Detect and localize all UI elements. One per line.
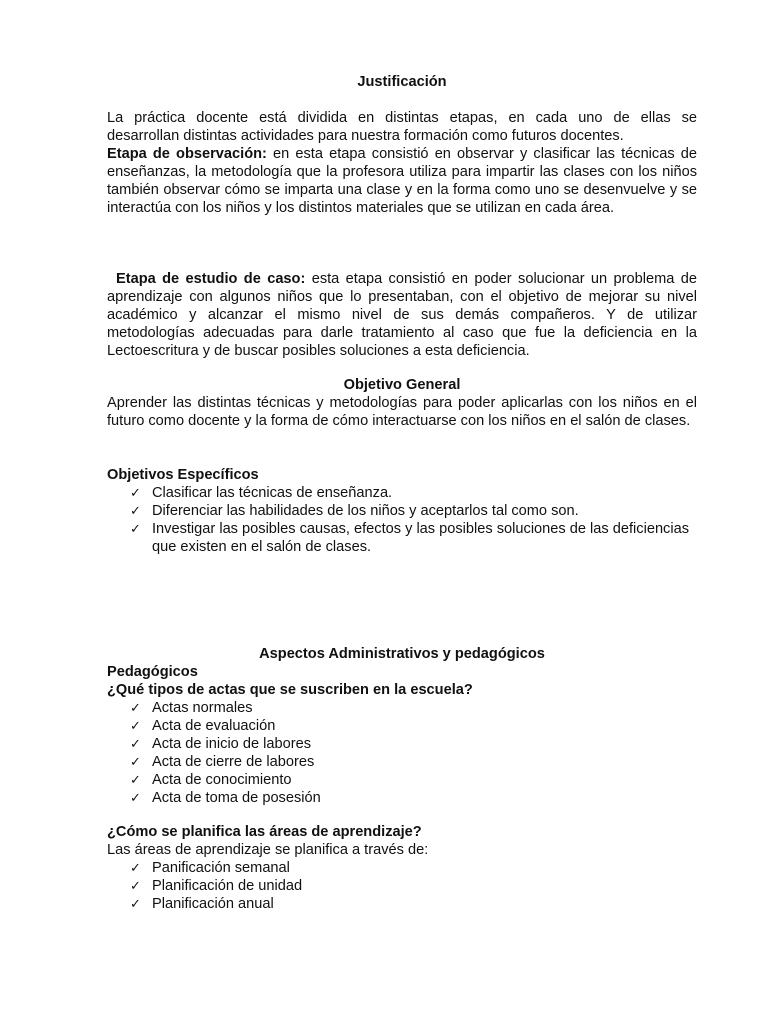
aspectos-heading: Aspectos Administrativos y pedagógicos: [259, 646, 545, 662]
acta-item: [107, 735, 697, 753]
plan-item: [107, 895, 697, 913]
objetivos-especificos-list: [107, 484, 697, 556]
checkmark-icon: ✓: [130, 485, 141, 500]
checkmark-icon: ✓: [130, 772, 141, 787]
objetivo-item-text: Diferenciar las habilidades de los niños y aceptarlos tal como son.: [152, 503, 579, 519]
checkmark-icon: ✓: [130, 700, 141, 715]
acta-item: [107, 717, 697, 735]
checkmark-icon: ✓: [130, 896, 141, 911]
plan-item: [107, 877, 697, 895]
objetivo-item-text: Clasificar las técnicas de enseñanza.: [152, 485, 393, 501]
acta-item-text: Acta de evaluación: [152, 718, 276, 734]
checkmark-icon: ✓: [130, 736, 141, 751]
observacion-text: en esta etapa consistió en observar y clasificar las técnicas de enseñanzas, la metodología que la profesora utiliza para impartir las clases con los niños también observar cómo se imparta una clase y en la forma como uno se desenvuelve y se interactúa con los niños y los distintos materiales que se utilizan en cada área.: [107, 146, 698, 216]
plan-item-text: Planificación anual: [152, 896, 274, 912]
estudio-paragraph: [107, 270, 697, 360]
intro-paragraph: [107, 109, 697, 145]
objetivo-item: [107, 502, 697, 520]
planifica-question: ¿Cómo se planifica las áreas de aprendizaje?: [107, 824, 422, 840]
acta-item: [107, 753, 697, 771]
checkmark-icon: ✓: [130, 503, 141, 518]
plan-item: [107, 859, 697, 877]
plan-item-text: Planificación de unidad: [152, 878, 303, 894]
acta-item: [107, 771, 697, 789]
plan-item-text: Panificación semanal: [152, 860, 290, 876]
actas-question: ¿Qué tipos de actas que se suscriben en la escuela?: [107, 682, 473, 698]
objetivo-item-text: Investigar las posibles causas, efectos y las posibles soluciones de las deficiencias que existen en el salón de clases.: [152, 521, 690, 555]
page-title: Justificación: [357, 74, 447, 90]
intro-line-1: La práctica docente está dividida en distintas etapas, en cada uno de ellas se: [107, 110, 697, 126]
estudio-label: Etapa de estudio de caso:: [116, 271, 306, 287]
checkmark-icon: ✓: [130, 754, 141, 769]
acta-item: [107, 789, 697, 807]
objetivo-general-text: Aprender las distintas técnicas y metodologías para poder aplicarlas con los niños en el futuro como docente y la forma de cómo interactuarse con los niños en el salón de clases.: [107, 395, 697, 429]
observacion-paragraph: [107, 145, 697, 217]
actas-list: [107, 699, 697, 807]
acta-item-text: Acta de inicio de labores: [152, 736, 312, 752]
intro-line-2: desarrollan distintas actividades para nuestra formación como futuros docentes.: [107, 128, 624, 144]
checkmark-icon: ✓: [130, 878, 141, 893]
objetivo-item: [107, 484, 697, 502]
planifica-intro: Las áreas de aprendizaje se planifica a través de:: [107, 842, 429, 858]
checkmark-icon: ✓: [130, 718, 141, 733]
planes-list: [107, 859, 697, 913]
observacion-label: Etapa de observación:: [107, 146, 267, 162]
objetivo-item: [107, 520, 697, 556]
checkmark-icon: ✓: [130, 521, 141, 536]
estudio-text: esta etapa consistió en poder solucionar un problema de aprendizaje con algunos niños que lo presentaban, con el objetivo de mejorar su nivel académico y alcanzar el mismo nivel de sus demás compañeros. Y de utilizar metodologías adecuadas para darle tratamiento al caso que fue la deficiencia en la Lectoescritura y de buscar posibles soluciones a esta deficiencia.: [107, 271, 697, 359]
acta-item-text: Acta de conocimiento: [152, 772, 292, 788]
acta-item-text: Acta de toma de posesión: [152, 790, 321, 806]
pedagogicos-heading: Pedagógicos: [107, 664, 198, 680]
objetivo-general-heading: Objetivo General: [343, 377, 461, 393]
checkmark-icon: ✓: [130, 860, 141, 875]
objetivos-especificos-heading: Objetivos Específicos: [107, 467, 259, 483]
acta-item-text: Actas normales: [152, 700, 253, 716]
acta-item-text: Acta de cierre de labores: [152, 754, 315, 770]
acta-item: [107, 699, 697, 717]
checkmark-icon: ✓: [130, 790, 141, 805]
